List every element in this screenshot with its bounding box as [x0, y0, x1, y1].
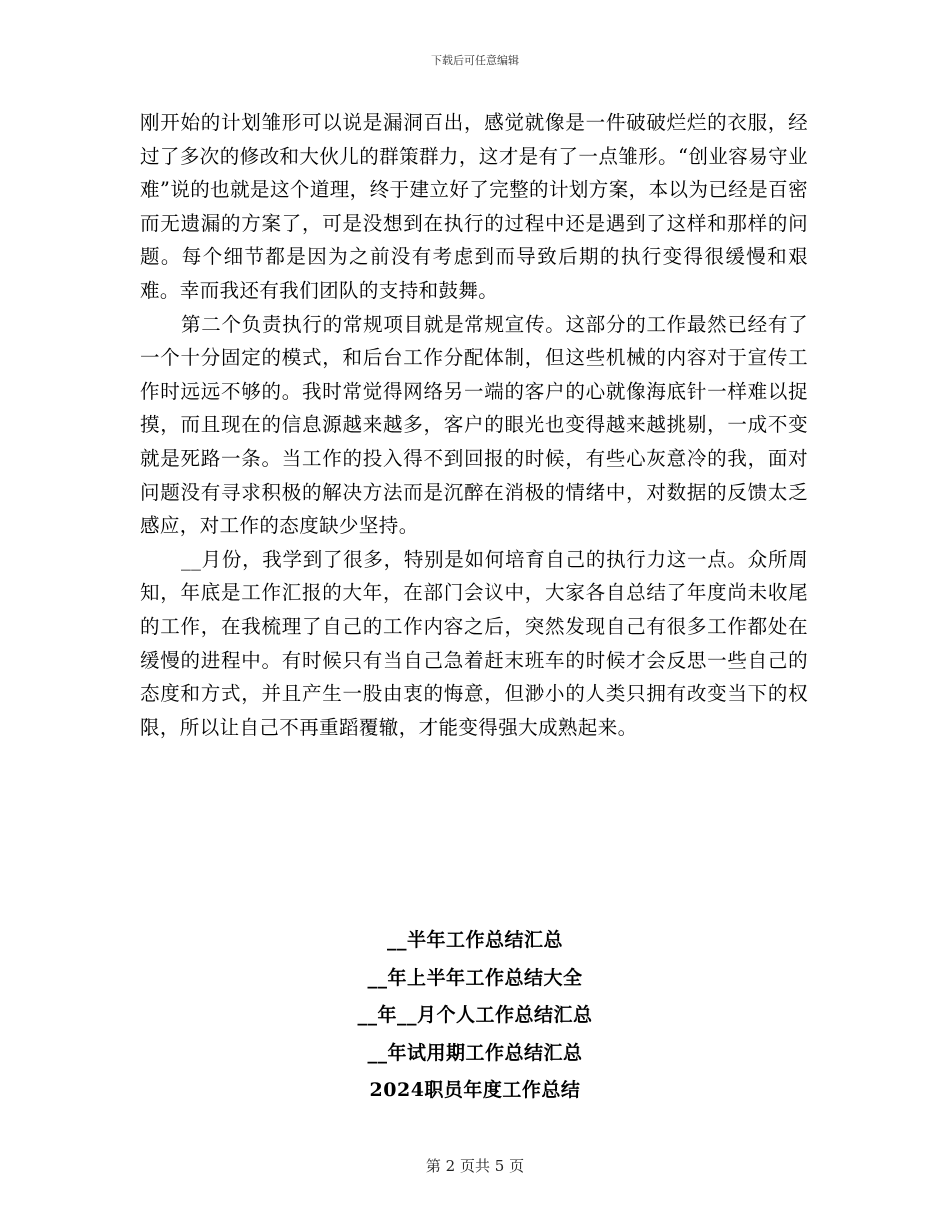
- paragraph-1: 刚开始的计划雏形可以说是漏洞百出，感觉就像是一件破破烂烂的衣服，经过了多次的修改和大伙儿的群策群力，这才是有了一点雏形。“创业容易守业难”说的也就是这个道理，终于建立好了完整的计划方案，本以为已经是百密而无遗漏的方案了，可是没想到在执行的过程中还是遇到了这样和那样的问题。每个细节都是因为之前没有考虑到而导致后期的执行变得很缓慢和艰难。幸而我还有我们团队的支持和鼓舞。: [140, 111, 808, 302]
- page-number-footer: 第 2 页共 5 页: [425, 1157, 525, 1175]
- paragraph-3: __月份，我学到了很多，特别是如何培育自己的执行力这一点。众所周知，年底是工作汇报的大年，在部门会议中，大家各自总结了年度尚未收尾的工作，在我梳理了自己的工作内容之后，突然发现自己有很多工作都处在缓慢的进程中。有时候只有当自己急着赶末班车的时候才会反思一些自己的态度和方式，并且产生一股由衷的悔意，但渺小的人类只拥有改变当下的权限，所以让自己不再重蹈覆辙，才能变得强大成熟起来。: [140, 547, 808, 739]
- body-text: [140, 106, 808, 744]
- related-title-3[interactable]: __年__月个人工作总结汇总: [357, 1004, 593, 1026]
- related-titles-list: [0, 922, 950, 1110]
- related-title-1[interactable]: __半年工作总结汇总: [386, 929, 563, 951]
- related-title-4[interactable]: __年试用期工作总结汇总: [367, 1041, 583, 1064]
- running-header: 下载后可任意编辑: [431, 54, 519, 67]
- paragraph-2: 第二个负责执行的常规项目就是常规宣传。这部分的工作最然已经有了一个十分固定的模式，和后台工作分配体制，但这些机械的内容对于宣传工作时远远不够的。我时常觉得网络另一端的客户的心就像海底针一样难以捉摸，而且现在的信息源越来越多，客户的眼光也变得越来越挑剔，一成不变就是死路一条。当工作的投入得不到回报的时候，有些心灰意冷的我，面对问题没有寻求积极的解决方法而是沉醉在消极的情绪中，对数据的反馈太乏感应，对工作的态度缺少坚持。: [140, 312, 808, 538]
- related-title-5[interactable]: 2024职员年度工作总结: [369, 1079, 581, 1101]
- related-title-2[interactable]: __年上半年工作总结大全: [367, 966, 583, 989]
